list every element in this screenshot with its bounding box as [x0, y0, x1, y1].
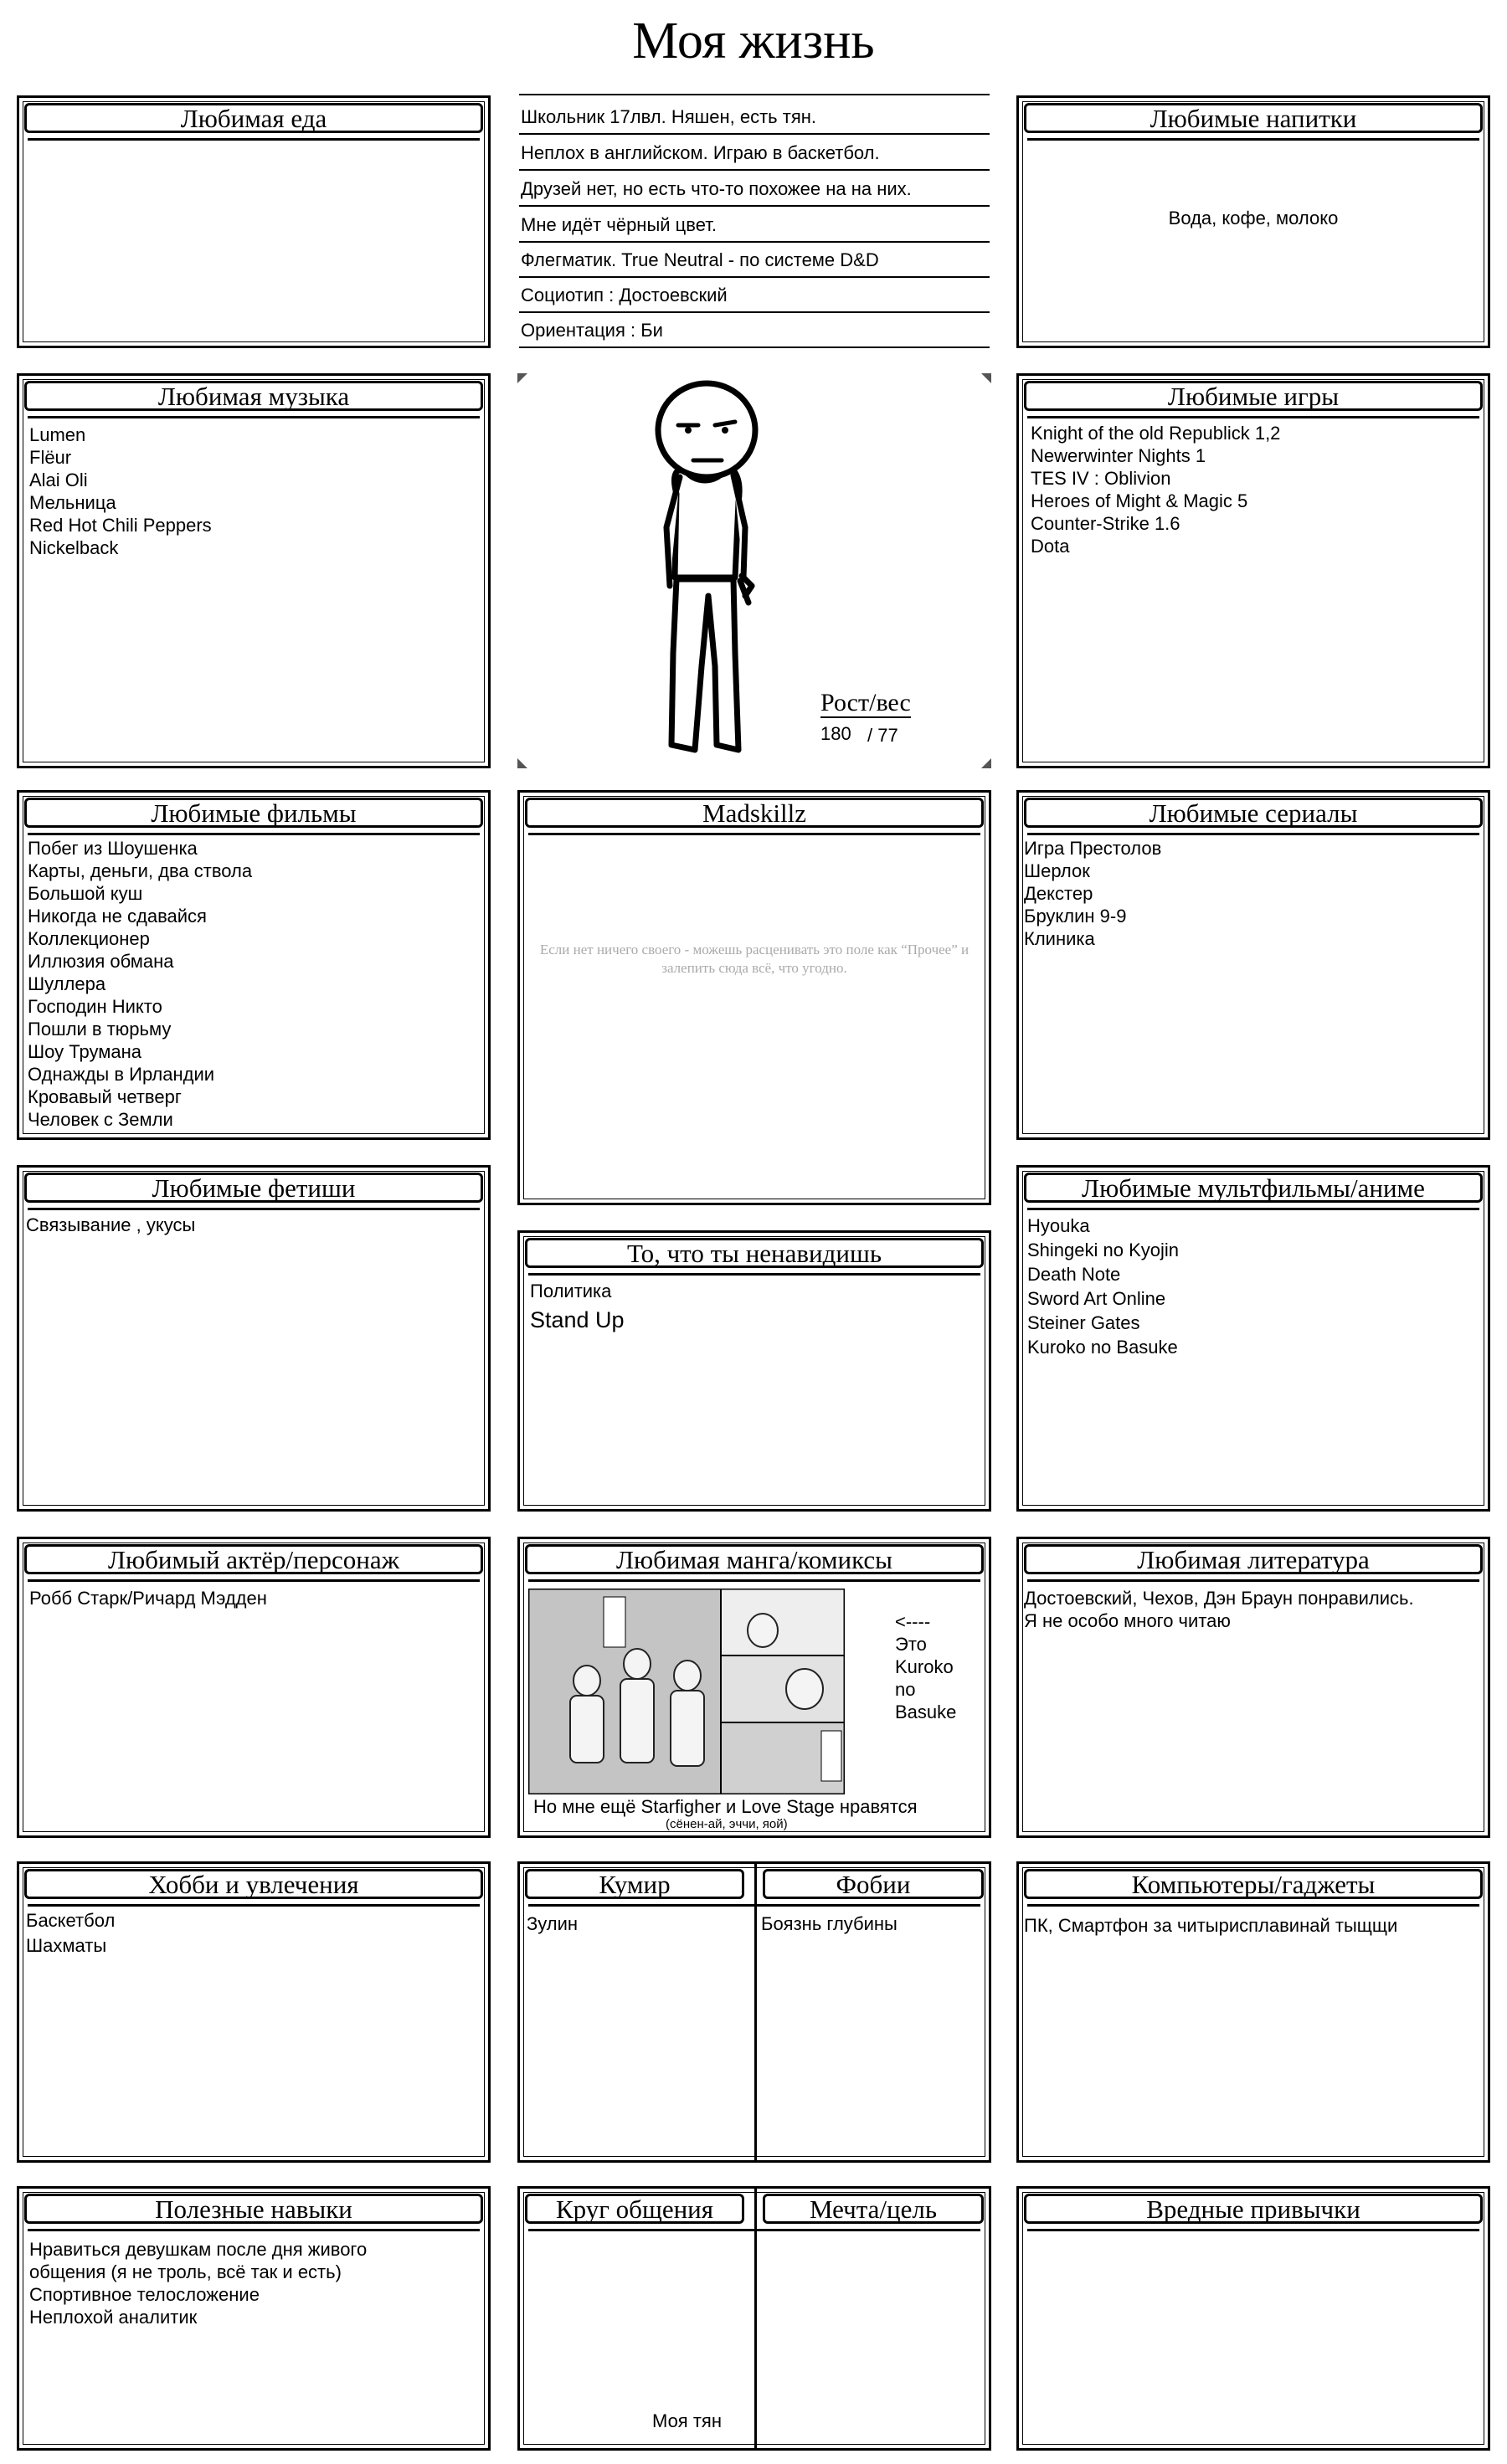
- list-item: Sword Art Online: [1027, 1288, 1166, 1309]
- list-item: Однажды в Ирландии: [28, 1064, 215, 1085]
- manga-note-line: Это: [895, 1634, 927, 1655]
- manga-note-line: Basuke: [895, 1702, 957, 1722]
- drinks-text: Вода, кофе, молоко: [1168, 208, 1339, 228]
- panel-games-body: [1027, 416, 1479, 757]
- list-item: Hyouka: [1027, 1215, 1090, 1236]
- panel-manga-body: [528, 1579, 980, 1831]
- panel-circle-dream: [517, 2186, 991, 2451]
- list-item: Я не особо много читаю: [1024, 1610, 1231, 1631]
- manga-note: [895, 1610, 956, 1723]
- list-item: Большой куш: [28, 883, 143, 904]
- list-item: Shingeki no Kyojin: [1027, 1240, 1180, 1260]
- info-line: Флегматик. True Neutral - по системе D&D: [519, 243, 990, 278]
- panel-skills-header: Полезные навыки: [24, 2194, 483, 2224]
- panel-gadgets-body: [1024, 1904, 1479, 2152]
- panel-madskillz: [517, 790, 991, 1205]
- list-item: Шахматы: [26, 1935, 107, 1956]
- list-item: Никогда не сдавайся: [28, 906, 207, 927]
- list-item: Достоевский, Чехов, Дэн Браун понравились.: [1024, 1588, 1414, 1609]
- panel-dream-header: Мечта/цель: [763, 2194, 984, 2224]
- list-item: Alai Oli: [29, 470, 88, 490]
- figure-panel: [517, 373, 991, 768]
- list-item: Баскетбол: [26, 1910, 116, 1931]
- weight-value: / 77: [867, 725, 898, 746]
- list-item: Шоу Трумана: [28, 1041, 141, 1062]
- panel-food-header: Любимая еда: [24, 103, 483, 133]
- panel-hate: [517, 1230, 991, 1512]
- panel-hobbies-header: Хобби и увлечения: [24, 1869, 483, 1899]
- page-title: Моя жизнь: [632, 13, 875, 69]
- panel-literature-body: [1024, 1579, 1479, 1827]
- list-item: общения (я не троль, всё так и есть): [29, 2261, 342, 2282]
- panel-series-body: [1024, 833, 1479, 1129]
- list-item: Мельница: [29, 492, 116, 513]
- panel-circle-dream-body: [528, 2229, 980, 2440]
- list-item: Нравиться девушкам после дня живого: [29, 2239, 368, 2260]
- gadgets-text: ПК, Смартфон за читырисплавинай тыщщи: [1024, 1915, 1398, 1936]
- fetishes-text: Связывание , укусы: [26, 1214, 196, 1235]
- panel-music-header: Любимая музыка: [24, 381, 483, 411]
- panel-series-header: Любимые сериалы: [1024, 798, 1483, 828]
- panel-drinks-header: Любимые напитки: [1024, 103, 1483, 133]
- hate-item: Stand Up: [530, 1307, 625, 1332]
- list-item: Человек с Земли: [28, 1109, 173, 1130]
- info-line: Ориентация : Би: [519, 313, 990, 348]
- panel-actor: [17, 1537, 491, 1838]
- list-item: Бруклин 9-9: [1024, 906, 1127, 927]
- panel-manga: [517, 1537, 991, 1838]
- list-item: Иллюзия обмана: [28, 951, 174, 972]
- info-line: Школьник 17лвл. Няшен, есть тян.: [519, 100, 990, 135]
- list-item: Декстер: [1024, 883, 1093, 904]
- manga-note-line: no: [895, 1679, 916, 1700]
- panel-manga-header: Любимая манга/комиксы: [525, 1544, 984, 1574]
- list-item: TES IV : Oblivion: [1031, 468, 1171, 489]
- info-line: Мне идёт чёрный цвет.: [519, 208, 990, 243]
- info-line: Друзей нет, но есть что-то похожее на на них.: [519, 172, 990, 207]
- games-list: [1031, 422, 1280, 557]
- hobbies-list: [26, 1908, 115, 1958]
- panel-circle-header: Круг общения: [525, 2194, 744, 2224]
- list-item: Спортивное телосложение: [29, 2284, 260, 2305]
- panel-actor-header: Любимый актёр/персонаж: [24, 1544, 483, 1574]
- list-item: Counter-Strike 1.6: [1031, 513, 1180, 534]
- panel-hate-header: То, что ты ненавидишь: [525, 1238, 984, 1268]
- skills-list: [29, 2238, 367, 2328]
- list-item: Господин Никто: [28, 996, 162, 1017]
- panel-anime-body: [1027, 1208, 1479, 1501]
- panel-series: [1016, 790, 1490, 1140]
- panel-idol-phobias: [517, 1861, 991, 2163]
- list-item: Карты, деньги, два ствола: [28, 860, 253, 881]
- panel-badhabits: [1016, 2186, 1490, 2451]
- panel-hate-body: [528, 1273, 980, 1501]
- panel-drinks: [1016, 95, 1490, 348]
- list-item: Lumen: [29, 424, 86, 445]
- panel-movies-header: Любимые фильмы: [24, 798, 483, 828]
- manga-subcaption: (сёнен-ай, эччи, яой): [666, 1817, 788, 1831]
- circle-text: Моя тян: [652, 2410, 722, 2431]
- panel-games-header: Любимые игры: [1024, 381, 1483, 411]
- hate-item: Политика: [530, 1281, 612, 1301]
- panel-badhabits-header: Вредные привычки: [1024, 2194, 1483, 2224]
- phobias-text: Боязнь глубины: [761, 1913, 898, 1934]
- manga-note-line: <----: [895, 1611, 931, 1632]
- series-list: [1024, 837, 1161, 950]
- list-item: Red Hot Chili Peppers: [29, 515, 212, 536]
- panel-gadgets-header: Компьютеры/гаджеты: [1024, 1869, 1483, 1899]
- panel-music: [17, 373, 491, 768]
- panel-skills: [17, 2186, 491, 2451]
- list-item: Клиника: [1024, 928, 1095, 949]
- panel-idol-header: Кумир: [525, 1869, 744, 1899]
- height-value: 180: [820, 723, 851, 744]
- panel-fetishes-header: Любимые фетиши: [24, 1173, 483, 1203]
- list-item: Коллекционер: [28, 928, 150, 949]
- list-item: Steiner Gates: [1027, 1312, 1140, 1333]
- panel-literature: [1016, 1537, 1490, 1838]
- panel-madskillz-body: [528, 833, 980, 1194]
- list-item: Шуллера: [28, 973, 106, 994]
- panel-anime: [1016, 1165, 1490, 1512]
- list-item: Nickelback: [29, 537, 119, 558]
- list-item: Побег из Шоушенка: [28, 838, 198, 859]
- movies-list: [28, 837, 252, 1131]
- list-item: Knight of the old Republick 1,2: [1031, 423, 1281, 444]
- list-item: Шерлок: [1024, 860, 1090, 881]
- panel-hobbies: [17, 1861, 491, 2163]
- manga-caption: Но мне ещё Starfigher и Love Stage нравятся: [533, 1796, 918, 1817]
- height-weight-label: Рост/вес: [820, 689, 911, 716]
- list-item: Newerwinter Nights 1: [1031, 445, 1206, 466]
- anime-list: [1027, 1214, 1179, 1359]
- panel-movies-body: [28, 833, 480, 1129]
- literature-list: [1024, 1587, 1414, 1632]
- info-line: Неплох в английском. Играю в баскетбол.: [519, 136, 990, 171]
- panel-fetishes: [17, 1165, 491, 1512]
- panel-phobias-header: Фобии: [763, 1869, 984, 1899]
- list-item: Неплохой аналитик: [29, 2307, 198, 2328]
- panel-drinks-body: [1027, 138, 1479, 337]
- panel-food: [17, 95, 491, 348]
- list-item: Пошли в тюрьму: [28, 1019, 172, 1040]
- manga-image: [528, 1589, 845, 1794]
- panel-madskillz-header: Madskillz: [525, 798, 984, 828]
- panel-idol-phobias-body: [528, 1904, 980, 2152]
- panel-games: [1016, 373, 1490, 768]
- panel-movies: [17, 790, 491, 1140]
- list-item: Игра Престолов: [1024, 838, 1162, 859]
- panel-literature-header: Любимая литература: [1024, 1544, 1483, 1574]
- panel-food-body: [28, 138, 480, 337]
- list-item: Кровавый четверг: [28, 1086, 182, 1107]
- panel-gadgets: [1016, 1861, 1490, 2163]
- list-item: Flëur: [29, 447, 72, 468]
- panel-actor-body: [28, 1579, 480, 1827]
- music-list: [29, 424, 212, 559]
- madskillz-placeholder: Если нет ничего своего - можешь расценивать это поле как “Прочее” и залепить сюда всё, что угодно.: [539, 942, 970, 976]
- list-item: Heroes of Might & Magic 5: [1031, 490, 1248, 511]
- info-line: Социотип : Достоевский: [519, 278, 990, 313]
- actor-text: Робб Старк/Ричард Мэдден: [29, 1588, 267, 1609]
- panel-fetishes-body: [28, 1208, 480, 1501]
- panel-hobbies-body: [28, 1904, 480, 2152]
- panel-music-body: [28, 416, 480, 757]
- panel-skills-body: [28, 2229, 480, 2440]
- manga-note-line: Kuroko: [895, 1656, 954, 1677]
- panel-anime-header: Любимые мультфильмы/аниме: [1024, 1173, 1483, 1203]
- panel-badhabits-body: [1027, 2229, 1479, 2440]
- idol-text: Зулин: [527, 1913, 579, 1934]
- list-item: Kuroko no Basuke: [1027, 1337, 1178, 1358]
- list-item: Death Note: [1027, 1264, 1121, 1285]
- list-item: Dota: [1031, 536, 1070, 557]
